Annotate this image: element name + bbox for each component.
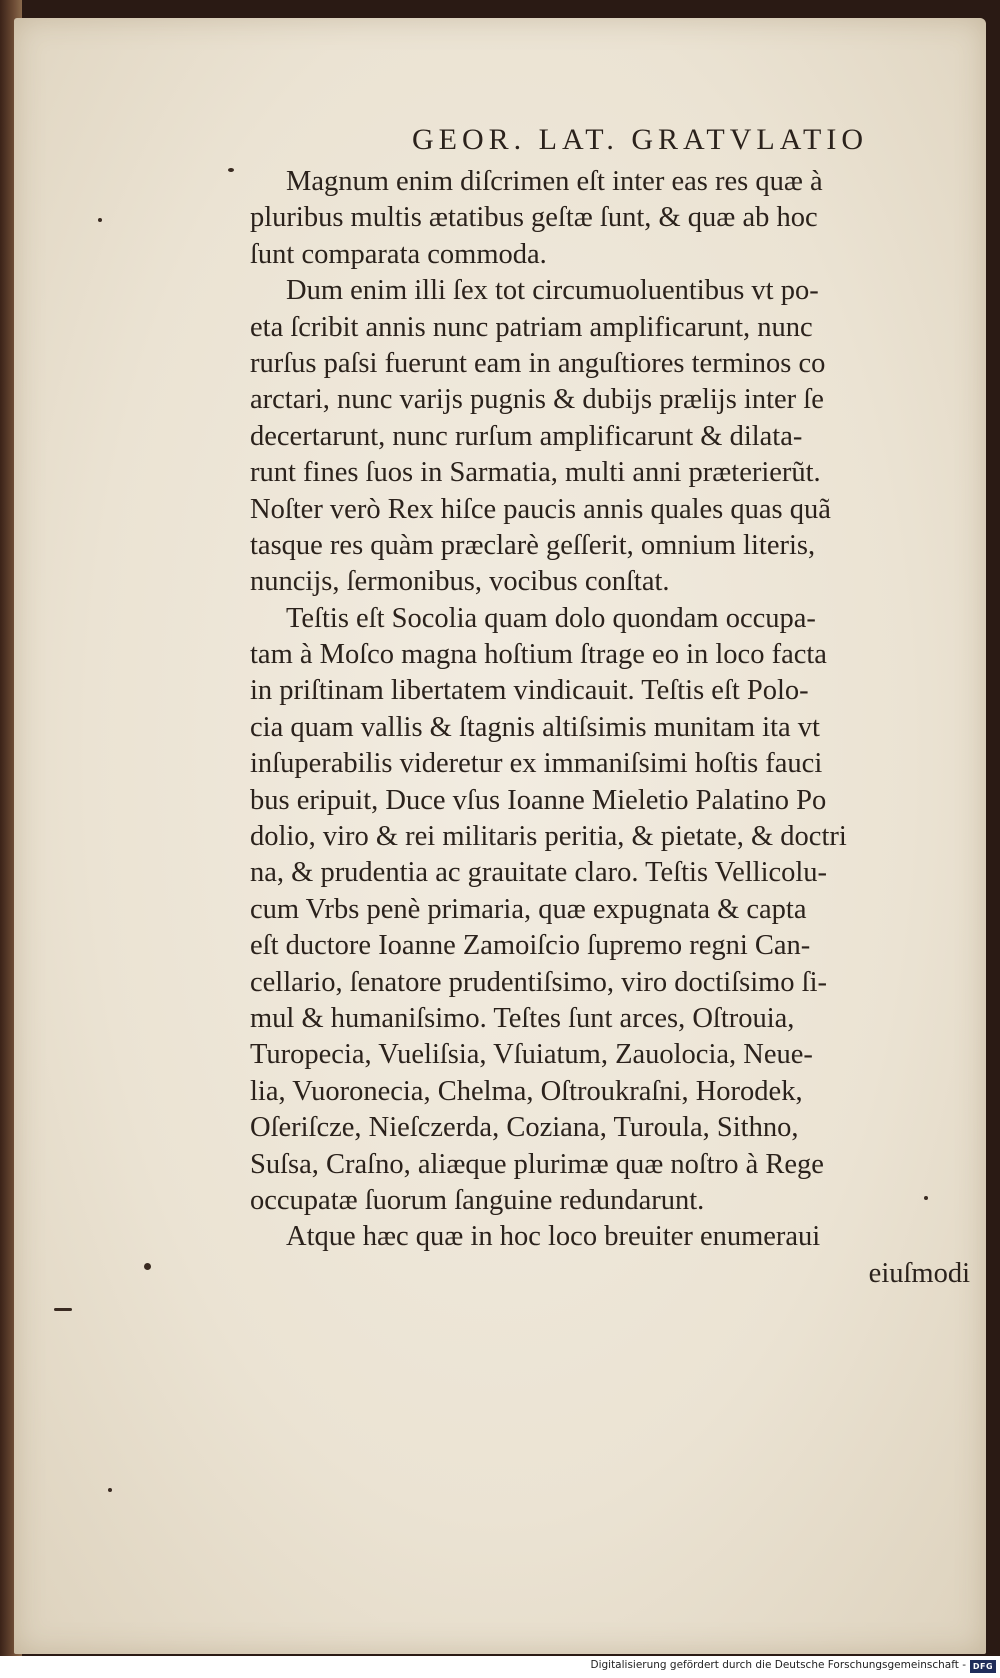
text-line: tam à Moſco magna hoſtium ſtrage eo in loco facta <box>250 639 827 671</box>
catchword: eiuſmodi <box>868 1257 970 1289</box>
text-line: runt fines ſuos in Sarmatia, multi anni præterierũt. <box>250 457 821 489</box>
text-line: eta ſcribit annis nunc patriam amplificarunt, nunc <box>250 311 813 343</box>
text-line: pluribus multis ætatibus geſtæ ſunt, & quæ ab hoc <box>250 202 818 234</box>
text-line: inſuperabilis videretur ex immaniſsimi hoſtis fauci <box>250 748 823 780</box>
ink-speck <box>108 1488 112 1492</box>
text-line: dolio, viro & rei militaris peritia, & pietate, & doctri <box>250 821 847 853</box>
text-line: ſunt comparata commoda. <box>250 238 547 270</box>
paragraph-1 <box>250 164 970 273</box>
ink-speck <box>98 218 102 222</box>
text-line: Oſeriſcze, Nieſczerda, Coziana, Turoula, Sithno, <box>250 1112 799 1144</box>
text-line: cum Vrbs penè primaria, quæ expugnata & capta <box>250 893 807 925</box>
text-line: rurſus paſsi fuerunt eam in anguſtiores terminos co <box>250 347 826 379</box>
text-line: in priſtinam libertatem vindicauit. Teſtis eſt Polo- <box>250 675 809 707</box>
ink-speck <box>54 1308 72 1311</box>
text-line: nuncijs, ſermonibus, vocibus conſtat. <box>250 566 670 598</box>
text-line: Magnum enim diſcrimen eſt inter eas res quæ à <box>286 166 823 197</box>
paragraph-2 <box>250 273 970 601</box>
text-line: mul & humaniſsimo. Teſtes ſunt arces, Oſtrouia, <box>250 1002 795 1034</box>
dfg-logo: DFG <box>970 1660 996 1673</box>
paragraph-3 <box>250 601 970 1220</box>
text-line: Teſtis eſt Socolia quam dolo quondam occupa- <box>286 602 816 634</box>
text-line: cia quam vallis & ſtagnis altiſsimis munitam ita vt <box>250 711 820 743</box>
funding-credit: Digitalisierung gefördert durch die Deutsche Forschungsgemeinschaft - <box>590 1659 966 1671</box>
page-text-block <box>250 118 970 1292</box>
running-head: GEOR. LAT. GRATVLATIO <box>411 123 869 156</box>
text-line: Atque hæc quæ in hoc loco breuiter enumeraui <box>286 1221 821 1253</box>
text-line: Turopecia, Vueliſsia, Vſuiatum, Zauolocia, Neue- <box>250 1039 813 1071</box>
text-line: decertarunt, nunc rurſum amplificarunt & dilata- <box>250 420 803 452</box>
text-line: arctari, nunc varijs pugnis & dubijs prælijs inter ſe <box>250 384 824 416</box>
text-line: Suſsa, Craſno, aliæque plurimæ quæ noſtro à Rege <box>250 1148 824 1180</box>
text-line: eſt ductore Ioanne Zamoiſcio ſupremo regni Can- <box>250 930 811 962</box>
ink-speck <box>228 168 234 172</box>
text-line: occupatæ ſuorum ſanguine redundarunt. <box>250 1184 705 1216</box>
text-line: cellario, ſenatore prudentiſsimo, viro doctiſsimo ſi- <box>250 966 827 998</box>
ink-speck <box>144 1263 151 1270</box>
paragraph-4 <box>250 1219 970 1292</box>
digitization-footer <box>0 1656 1000 1678</box>
text-line: lia, Vuoronecia, Chelma, Oſtroukraſni, Horodek, <box>250 1075 803 1107</box>
text-line: na, & prudentia ac grauitate claro. Teſtis Vellicolu- <box>250 857 828 889</box>
text-line: bus eripuit, Duce vſus Ioanne Mieletio Palatino Po <box>250 784 827 816</box>
text-line: Dum enim illi ſex tot circumuoluentibus vt po- <box>286 275 819 307</box>
text-line: Noſter verò Rex hiſce paucis annis quales quas quã <box>250 493 831 525</box>
text-line: tasque res quàm præclarè geſſerit, omnium literis, <box>250 529 816 561</box>
